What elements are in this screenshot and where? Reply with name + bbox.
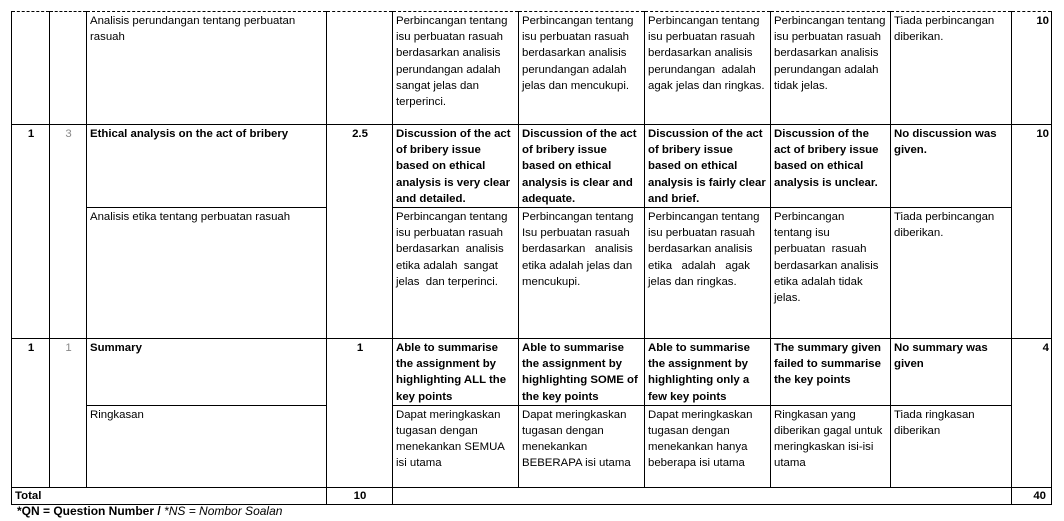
clo-cell-empty xyxy=(12,12,50,125)
weight-cell-empty xyxy=(327,12,393,125)
level-cell-good-en: Able to summarise the assignment by highlighting SOME of the key points xyxy=(519,339,645,406)
table-row-ethics-ms xyxy=(12,208,1052,339)
question-number-cell: 1 xyxy=(50,339,87,488)
total-score: 40 xyxy=(1012,487,1052,504)
table-row-summary-ms xyxy=(12,405,1052,487)
total-spacer xyxy=(393,487,1012,504)
level-cell-excellent-ms: Perbincangan tentang isu perbuatan rasuah berdasarkan analisis etika adalah sangat jelas dan terperinci. xyxy=(393,208,519,339)
criterion-cell: Analisis perundangan tentang perbuatan rasuah xyxy=(87,12,327,125)
level-cell-excellent-en: Able to summarise the assignment by highlighting ALL the key points xyxy=(393,339,519,406)
level-cell-none-ms: Tiada ringkasan diberikan xyxy=(891,405,1012,487)
table-row-total xyxy=(12,487,1052,504)
criterion-cell-en: Summary xyxy=(87,339,327,406)
level-cell-fair: Perbincangan tentang isu perbuatan rasuah berdasarkan analisis perundangan adalah agak jelas dan ringkas. xyxy=(645,12,771,125)
score-cell: 10 xyxy=(1012,12,1052,125)
weight-cell: 2.5 xyxy=(327,125,393,339)
table-row-summary-en xyxy=(12,339,1052,406)
level-cell-good-ms: Perbincangan tentang Isu perbuatan rasuah berdasarkan analisis etika adalah jelas dan mencukupi. xyxy=(519,208,645,339)
level-cell-fair-ms: Dapat meringkaskan tugasan dengan menekankan hanya beberapa isi utama xyxy=(645,405,771,487)
level-cell-none-en: No discussion was given. xyxy=(891,125,1012,208)
level-cell-none: Tiada perbincangan diberikan. xyxy=(891,12,1012,125)
clo-cell: 1 xyxy=(12,339,50,488)
question-number-cell: 3 xyxy=(50,125,87,339)
score-cell: 4 xyxy=(1012,339,1052,488)
clo-cell: 1 xyxy=(12,125,50,339)
level-cell-fair-en: Discussion of the act of bribery issue based on ethical analysis is fairly clear and brief. xyxy=(645,125,771,208)
level-cell-poor-ms: Perbincangan tentang isu perbuatan rasuah berdasarkan analisis etika adalah tidak jelas. xyxy=(771,208,891,339)
level-cell-fair-en: Able to summarise the assignment by highlighting only a few key points xyxy=(645,339,771,406)
table-row-ethics-en xyxy=(12,125,1052,208)
level-cell-none-ms: Tiada perbincangan diberikan. xyxy=(891,208,1012,339)
rubric-table xyxy=(11,11,1052,505)
criterion-cell-ms: Ringkasan xyxy=(87,405,327,487)
level-cell-good-ms: Dapat meringkaskan tugasan dengan menekankan BEBERAPA isi utama xyxy=(519,405,645,487)
table-row-law-analysis xyxy=(12,12,1052,125)
level-cell-good: Perbincangan tentang isu perbuatan rasuah berdasarkan analisis perundangan adalah jelas dan mencukupi. xyxy=(519,12,645,125)
qn-cell-empty xyxy=(50,12,87,125)
score-cell: 10 xyxy=(1012,125,1052,339)
weight-cell: 1 xyxy=(327,339,393,488)
level-cell-fair-ms: Perbincangan tentang isu perbuatan rasuah berdasarkan analisis etika adalah agak jelas dan ringkas. xyxy=(645,208,771,339)
level-cell-excellent-en: Discussion of the act of bribery issue based on ethical analysis is very clear and detailed. xyxy=(393,125,519,208)
level-cell-good-en: Discussion of the act of bribery issue based on ethical analysis is clear and adequate. xyxy=(519,125,645,208)
level-cell-poor-en: Discussion of the act of bribery issue based on ethical analysis is unclear. xyxy=(771,125,891,208)
level-cell-poor: Perbincangan tentang isu perbuatan rasuah berdasarkan analisis perundangan adalah tidak jelas. xyxy=(771,12,891,125)
level-cell-poor-en: The summary given failed to summarise the key points xyxy=(771,339,891,406)
criterion-cell-en: Ethical analysis on the act of bribery xyxy=(87,125,327,208)
footnote-en: *QN = Question Number / xyxy=(17,504,165,518)
criterion-cell-ms: Analisis etika tentang perbuatan rasuah xyxy=(87,208,327,339)
level-cell-none-en: No summary was given xyxy=(891,339,1012,406)
level-cell-excellent: Perbincangan tentang isu perbuatan rasuah berdasarkan analisis perundangan adalah sangat jelas dan terperinci. xyxy=(393,12,519,125)
level-cell-poor-ms: Ringkasan yang diberikan gagal untuk meringkaskan isi-isi utama xyxy=(771,405,891,487)
footnote-ms: *NS = Nombor Soalan xyxy=(164,504,283,518)
level-cell-excellent-ms: Dapat meringkaskan tugasan dengan menekankan SEMUA isi utama xyxy=(393,405,519,487)
total-weight: 10 xyxy=(327,487,393,504)
footnote xyxy=(17,504,282,518)
total-label: Total xyxy=(12,487,327,504)
